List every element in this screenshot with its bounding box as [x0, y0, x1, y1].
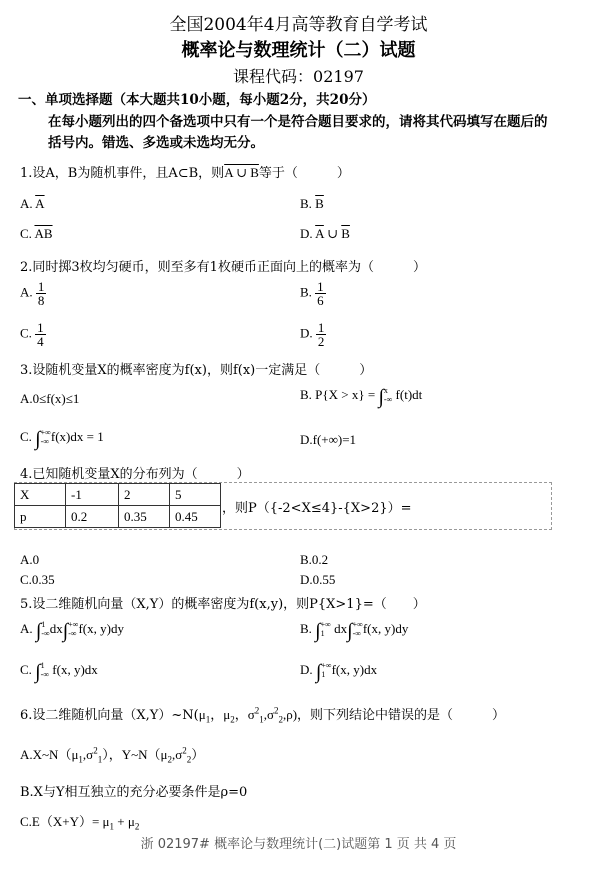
- exam-title: 全国2004年4月高等教育自学考试: [169, 15, 428, 35]
- table-cell: -1: [66, 484, 119, 506]
- q6-option-c: $C.E(X+Y)= \mu_1 + \mu_2$: [20, 814, 140, 832]
- q4-option-c: C.0.35: [20, 572, 55, 587]
- q5-option-d: D. ∫+∞ 1 f(x, y)dx: [300, 661, 378, 683]
- q4-option-d: D.0.55: [300, 572, 336, 587]
- table-cell: 0.35: [119, 506, 170, 528]
- question-4-stem: 4.已知随机变量X的分布列为（ ）: [20, 467, 250, 482]
- q2-option-a: A. $\frac{1}{8}$: [20, 279, 45, 308]
- question-2-stem: 2.同时掷3枚均匀硬币，则至多有1枚硬币正面向上的概率为（ ）: [20, 260, 426, 275]
- q6-parameters: $\mu_1$，$\mu_2$，$\sigma^2_1,\sigma^2_2,\rho$): [198, 705, 298, 725]
- q1-option-b: B. $\overline{B}$: [300, 196, 324, 211]
- q1-option-a: A. $\overline{A}$: [20, 196, 45, 211]
- q6-option-a: $A.X\sim N(\mu_1,\sigma^2_1)$，$Y\sim N(\mu_2,\sigma^2_2)$: [20, 745, 205, 765]
- question-6: [20, 704, 505, 725]
- question-1-stem: 1.设A，B为随机事件，且A⊂B，则: [20, 166, 225, 181]
- table-row: [15, 506, 221, 528]
- question-3-stem: 3.设随机变量X的概率密度为f(x)，则f(x)一定满足（ ）: [20, 363, 373, 378]
- question-5-stem: 5.设二维随机向量（X,Y）的概率密度为f(x,y)，则P{X>1}=（ ）: [20, 597, 426, 612]
- q2-option-c: C. $\frac{1}{4}$: [20, 320, 44, 349]
- q3-option-d: D.f(+∞)=1: [300, 432, 357, 447]
- q6-option-b: B.X与Y相互独立的充分必要条件是ρ=0: [20, 785, 248, 800]
- q4-option-b: B.0.2: [300, 552, 329, 567]
- table-cell: 5: [170, 484, 221, 506]
- q4-option-a: A.0: [20, 552, 40, 567]
- question-4-question: ，则P（{-2<X≤4}-{X>2}）=: [222, 501, 412, 516]
- q3-option-c: C. ∫+∞ -∞ f(x)dx = 1: [20, 428, 104, 450]
- question-1: [20, 162, 350, 181]
- q5-option-a: A. ∫1 -∞dx∫+∞ -∞ f(x, y)dy: [20, 620, 124, 642]
- section-heading: 一、单项选择题（本大题共10小题，每小题2分，共20分）: [18, 92, 376, 108]
- q3-option-a: A.0≤f(x)≤1: [20, 391, 80, 406]
- q1-option-d: D. $\overline{A}$ ∪ $\overline{B}$: [300, 226, 350, 241]
- q3-option-b: B. P{X > x} = ∫x -∞ f(t)dt: [300, 386, 423, 408]
- table-row: [15, 484, 221, 506]
- q5-option-b: B. ∫+∞ 1 dx∫+∞ -∞ f(x, y)dy: [300, 620, 409, 642]
- section-instruction-2: 括号内。错选、多选或未选均无分。: [48, 135, 264, 151]
- table-cell: 0.2: [66, 506, 119, 528]
- paper-title: 概率论与数理统计（二）试题: [181, 40, 416, 61]
- course-code: 课程代码：02197: [233, 67, 364, 86]
- q2-option-b: B. $\frac{1}{6}$: [300, 279, 324, 308]
- q5-option-c: C. ∫1 -∞ f(x, y)dx: [20, 661, 98, 683]
- q1-expression: A ∪ B: [224, 165, 259, 180]
- question-6-stem-post: ，则下列结论中错误的是（ ）: [297, 708, 506, 723]
- question-6-stem-pre: 6.设二维随机向量（X,Y）~N(: [20, 708, 199, 723]
- section-instruction-1: 在每小题列出的四个备选项中只有一个是符合题目要求的，请将其代码填写在题后的: [48, 114, 548, 130]
- table-cell: p: [15, 506, 66, 528]
- q1-option-c: C. $\overline{AB}$: [20, 226, 53, 241]
- distribution-table: [14, 483, 221, 528]
- table-cell: 0.45: [170, 506, 221, 528]
- question-1-tail: 等于（ ）: [258, 166, 350, 181]
- q2-option-d: D. $\frac{1}{2}$: [300, 320, 325, 349]
- table-cell: X: [15, 484, 66, 506]
- page-footer: 浙 02197# 概率论与数理统计(二)试题第 1 页 共 4 页: [140, 837, 457, 852]
- table-cell: 2: [119, 484, 170, 506]
